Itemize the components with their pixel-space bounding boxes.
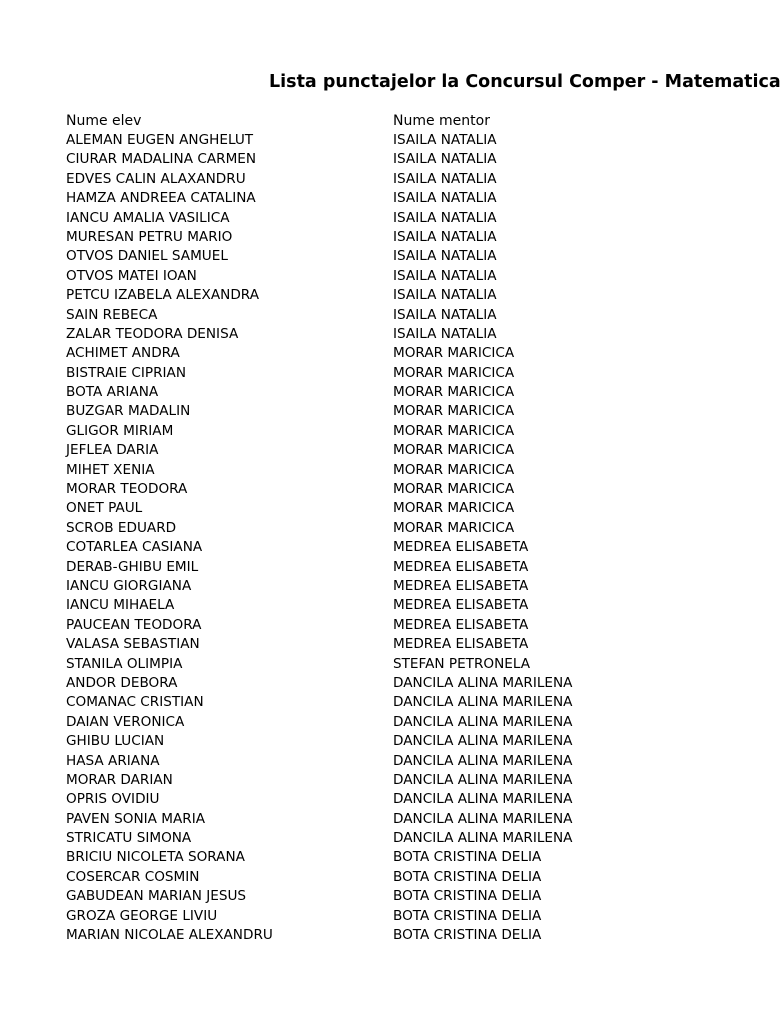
student-name: IANCU AMALIA VASILICA — [66, 209, 230, 226]
table-header — [66, 111, 706, 131]
student-name: MORAR TEODORA — [66, 481, 188, 498]
table-row — [66, 558, 706, 577]
student-name: BISTRAIE CIPRIAN — [66, 364, 187, 381]
table-row — [66, 228, 706, 247]
student-table — [66, 111, 706, 945]
mentor-name: ISAILA NATALIA — [393, 267, 497, 284]
table-row — [66, 325, 706, 344]
mentor-name: ISAILA NATALIA — [393, 306, 497, 323]
mentor-name: ISAILA NATALIA — [393, 287, 497, 304]
table-row — [66, 635, 706, 654]
student-name: EDVES CALIN ALAXANDRU — [66, 170, 246, 187]
mentor-name: DANCILA ALINA MARILENA — [393, 713, 573, 730]
mentor-name: DANCILA ALINA MARILENA — [393, 752, 573, 769]
mentor-name: ISAILA NATALIA — [393, 170, 497, 187]
student-name: DAIAN VERONICA — [66, 713, 185, 730]
student-name: STANILA OLIMPIA — [66, 655, 183, 672]
mentor-name: MORAR MARICICA — [393, 481, 515, 498]
student-name: COMANAC CRISTIAN — [66, 694, 204, 711]
table-row — [66, 848, 706, 867]
mentor-name: MEDREA ELISABETA — [393, 616, 529, 633]
student-name: BUZGAR MADALIN — [66, 403, 191, 420]
student-name: PAVEN SONIA MARIA — [66, 810, 206, 827]
student-name: OTVOS MATEI IOAN — [66, 267, 197, 284]
table-body — [66, 131, 706, 945]
table-row — [66, 771, 706, 790]
table-row — [66, 286, 706, 305]
student-name: PETCU IZABELA ALEXANDRA — [66, 287, 260, 304]
student-name: GHIBU LUCIAN — [66, 733, 165, 750]
student-name: JEFLEA DARIA — [66, 442, 159, 459]
mentor-name: MORAR MARICICA — [393, 422, 515, 439]
student-name: GROZA GEORGE LIVIU — [66, 907, 218, 924]
mentor-name: MEDREA ELISABETA — [393, 558, 529, 575]
student-name: HAMZA ANDREEA CATALINA — [66, 190, 256, 207]
student-name: BOTA ARIANA — [66, 384, 159, 401]
table-row — [66, 810, 706, 829]
table-row — [66, 926, 706, 945]
mentor-name: ISAILA NATALIA — [393, 248, 497, 265]
column-header-mentor: Nume mentor — [393, 113, 490, 129]
student-name: MIHET XENIA — [66, 461, 155, 478]
table-row — [66, 480, 706, 499]
mentor-name: MEDREA ELISABETA — [393, 539, 529, 556]
column-header-student: Nume elev — [66, 113, 142, 129]
table-row — [66, 674, 706, 693]
table-row — [66, 402, 706, 421]
mentor-name: BOTA CRISTINA DELIA — [393, 907, 542, 924]
mentor-name: BOTA CRISTINA DELIA — [393, 927, 542, 944]
student-name: GLIGOR MIRIAM — [66, 422, 174, 439]
student-name: PAUCEAN TEODORA — [66, 616, 202, 633]
student-name: OPRIS OVIDIU — [66, 791, 160, 808]
table-row — [66, 596, 706, 615]
table-row — [66, 461, 706, 480]
table-row — [66, 344, 706, 363]
table-row — [66, 209, 706, 228]
mentor-name: MEDREA ELISABETA — [393, 636, 529, 653]
table-row — [66, 267, 706, 286]
student-name: SCROB EDUARD — [66, 519, 177, 536]
mentor-name: ISAILA NATALIA — [393, 228, 497, 245]
mentor-name: BOTA CRISTINA DELIA — [393, 849, 542, 866]
mentor-name: MORAR MARICICA — [393, 403, 515, 420]
mentor-name: DANCILA ALINA MARILENA — [393, 810, 573, 827]
table-row — [66, 868, 706, 887]
mentor-name: DANCILA ALINA MARILENA — [393, 733, 573, 750]
mentor-name: ISAILA NATALIA — [393, 325, 497, 342]
student-name: HASA ARIANA — [66, 752, 160, 769]
table-row — [66, 577, 706, 596]
mentor-name: MORAR MARICICA — [393, 442, 515, 459]
table-row — [66, 441, 706, 460]
table-row — [66, 732, 706, 751]
table-row — [66, 829, 706, 848]
mentor-name: ISAILA NATALIA — [393, 209, 497, 226]
student-name: ALEMAN EUGEN ANGHELUT — [66, 132, 254, 148]
table-row — [66, 616, 706, 635]
table-row — [66, 364, 706, 383]
student-name: SAIN REBECA — [66, 306, 158, 323]
table-row — [66, 150, 706, 169]
mentor-name: BOTA CRISTINA DELIA — [393, 888, 542, 905]
table-row — [66, 655, 706, 674]
student-name: COTARLEA CASIANA — [66, 539, 203, 556]
table-row — [66, 693, 706, 712]
mentor-name: DANCILA ALINA MARILENA — [393, 791, 573, 808]
table-row — [66, 189, 706, 208]
mentor-name: MORAR MARICICA — [393, 461, 515, 478]
student-name: MURESAN PETRU MARIO — [66, 228, 233, 245]
student-name: VALASA SEBASTIAN — [66, 636, 200, 653]
table-row — [66, 713, 706, 732]
mentor-name: MORAR MARICICA — [393, 500, 515, 517]
table-row — [66, 907, 706, 926]
mentor-name: MEDREA ELISABETA — [393, 597, 529, 614]
page-title: Lista punctajelor la Concursul Comper - Matematica — [269, 72, 781, 92]
student-name: BRICIU NICOLETA SORANA — [66, 849, 245, 866]
mentor-name: MEDREA ELISABETA — [393, 577, 529, 594]
student-name: IANCU GIORGIANA — [66, 577, 192, 594]
student-name: ZALAR TEODORA DENISA — [66, 325, 239, 342]
mentor-name: ISAILA NATALIA — [393, 132, 497, 148]
mentor-name: DANCILA ALINA MARILENA — [393, 694, 573, 711]
student-name: MORAR DARIAN — [66, 771, 173, 788]
student-name: ANDOR DEBORA — [66, 674, 178, 691]
table-row — [66, 383, 706, 402]
mentor-name: MORAR MARICICA — [393, 384, 515, 401]
mentor-name: MORAR MARICICA — [393, 519, 515, 536]
table-row — [66, 422, 706, 441]
student-name: MARIAN NICOLAE ALEXANDRU — [66, 927, 273, 944]
mentor-name: MORAR MARICICA — [393, 364, 515, 381]
mentor-name: STEFAN PETRONELA — [393, 655, 531, 672]
student-name: DERAB-GHIBU EMIL — [66, 558, 199, 575]
table-row — [66, 170, 706, 189]
student-name: GABUDEAN MARIAN JESUS — [66, 888, 247, 905]
student-name: ONET PAUL — [66, 500, 143, 517]
student-name: CIURAR MADALINA CARMEN — [66, 151, 257, 168]
student-name: IANCU MIHAELA — [66, 597, 175, 614]
table-row — [66, 790, 706, 809]
mentor-name: DANCILA ALINA MARILENA — [393, 771, 573, 788]
mentor-name: ISAILA NATALIA — [393, 151, 497, 168]
table-row — [66, 519, 706, 538]
mentor-name: ISAILA NATALIA — [393, 190, 497, 207]
table-row — [66, 752, 706, 771]
mentor-name: BOTA CRISTINA DELIA — [393, 868, 542, 885]
mentor-name: MORAR MARICICA — [393, 345, 515, 362]
table-row — [66, 887, 706, 906]
student-name: STRICATU SIMONA — [66, 830, 192, 847]
mentor-name: DANCILA ALINA MARILENA — [393, 674, 573, 691]
student-name: ACHIMET ANDRA — [66, 345, 180, 362]
table-row — [66, 499, 706, 518]
mentor-name: DANCILA ALINA MARILENA — [393, 830, 573, 847]
table-row — [66, 247, 706, 266]
table-row — [66, 131, 706, 150]
student-name: COSERCAR COSMIN — [66, 868, 200, 885]
table-row — [66, 306, 706, 325]
table-row — [66, 538, 706, 557]
student-name: OTVOS DANIEL SAMUEL — [66, 248, 228, 265]
